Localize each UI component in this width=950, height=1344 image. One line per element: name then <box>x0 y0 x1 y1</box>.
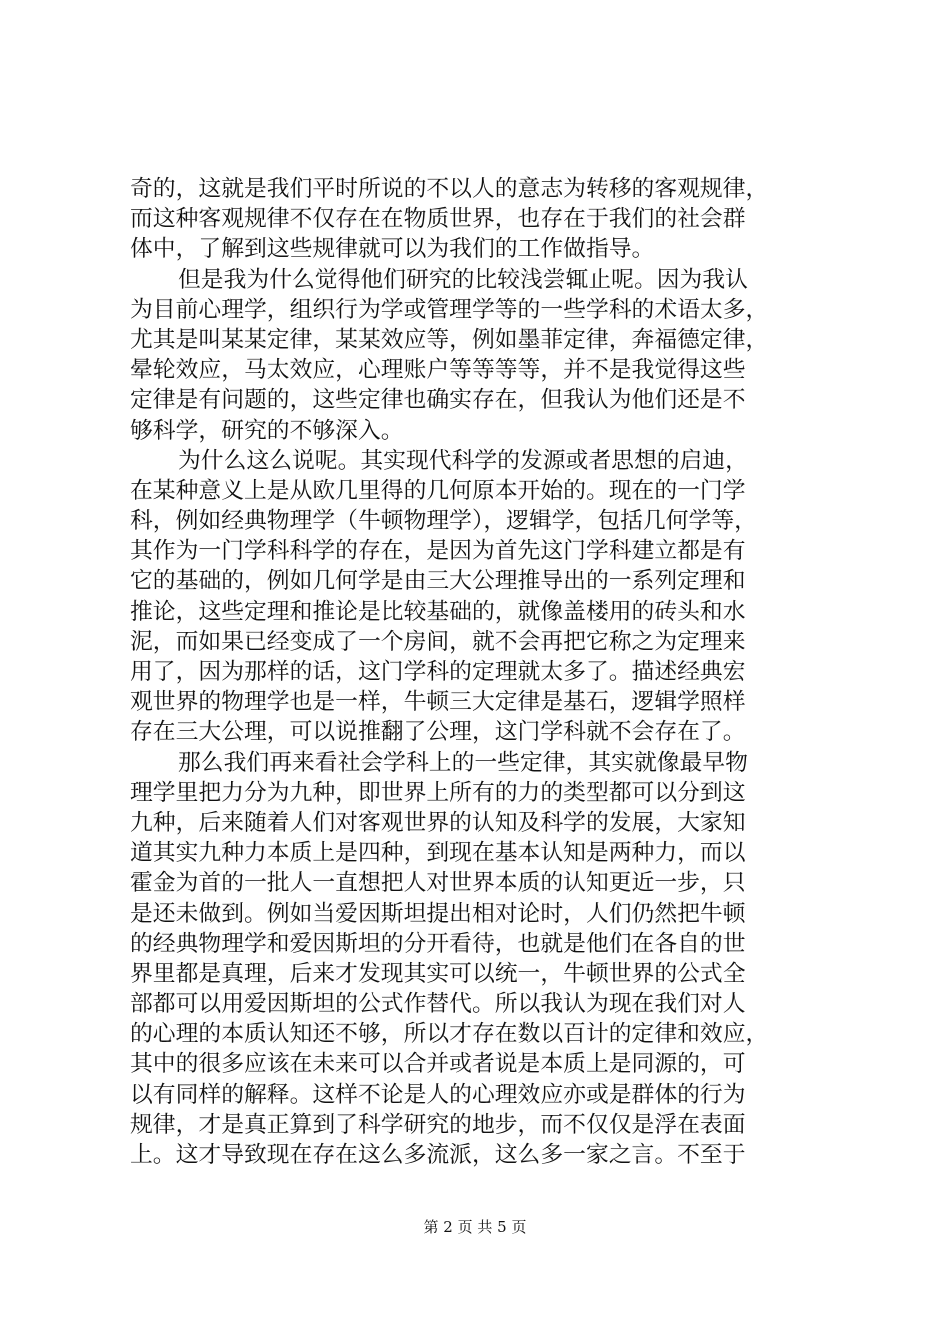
text-line: 推论，这些定理和推论是比较基础的，就像盖楼用的砖头和水 <box>130 598 746 625</box>
text-line: 是还未做到。例如当爱因斯坦提出相对论时，人们仍然把牛顿 <box>130 900 746 927</box>
text-line: 其中的很多应该在未来可以合并或者说是本质上是同源的，可 <box>130 1051 746 1078</box>
text-line: 但是我为什么觉得他们研究的比较浅尝辄止呢。因为我认 <box>178 266 748 293</box>
text-line: 九种，后来随着人们对客观世界的认知及科学的发展，大家知 <box>130 809 746 836</box>
text-line: 其作为一门学科科学的存在，是因为首先这门学科建立都是有 <box>130 538 746 565</box>
text-line: 定律是有问题的，这些定律也确实存在，但我认为他们还是不 <box>130 387 746 414</box>
text-line: 为目前心理学，组织行为学或管理学等的一些学科的术语太多， <box>130 296 769 323</box>
text-line: 而这种客观规律不仅存在在物质世界，也存在于我们的社会群 <box>130 206 746 233</box>
text-line: 理学里把力分为九种，即世界上所有的力的类型都可以分到这 <box>130 779 746 806</box>
text-line: 上。这才导致现在存在这么多流派，这么多一家之言。不至于 <box>130 1142 746 1168</box>
text-line: 道其实九种力本质上是四种，到现在基本认知是两种力，而以 <box>130 840 746 867</box>
page-footer: 第 2 页 共 5 页 <box>423 1218 527 1236</box>
text-line: 存在三大公理，可以说推翻了公理，这门学科就不会存在了。 <box>130 719 746 746</box>
text-line: 的心理的本质认知还不够，所以才存在数以百计的定律和效应， <box>130 1021 769 1048</box>
text-line: 在某种意义上是从欧几里得的几何原本开始的。现在的一门学 <box>130 477 746 504</box>
text-line: 尤其是叫某某定律，某某效应等，例如墨菲定律，奔福德定律， <box>130 326 769 353</box>
body-text <box>130 174 826 1170</box>
text-line: 用了，因为那样的话，这门学科的定理就太多了。描述经典宏 <box>130 659 746 685</box>
text-line: 奇的，这就是我们平时所说的不以人的意志为转移的客观规律， <box>130 176 769 202</box>
text-line: 体中，了解到这些规律就可以为我们的工作做指导。 <box>130 236 655 263</box>
text-line: 的经典物理学和爱因斯坦的分开看待，也就是他们在各自的世 <box>130 930 746 957</box>
text-line: 界里都是真理，后来才发现其实可以统一，牛顿世界的公式全 <box>130 960 746 987</box>
text-line: 够科学，研究的不够深入。 <box>130 417 404 444</box>
text-line: 晕轮效应，马太效应，心理账户等等等等，并不是我觉得这些 <box>130 357 746 384</box>
text-line: 科，例如经典物理学（牛顿物理学），逻辑学，包括几何学等， <box>130 508 757 535</box>
text-line: 霍金为首的一批人一直想把人对世界本质的认知更近一步，只 <box>130 870 746 897</box>
text-line: 部都可以用爱因斯坦的公式作替代。所以我认为现在我们对人 <box>130 991 746 1018</box>
text-line: 那么我们再来看社会学科上的一些定律，其实就像最早物 <box>178 749 748 776</box>
text-line: 观世界的物理学也是一样，牛顿三大定律是基石，逻辑学照样 <box>130 689 746 716</box>
text-line: 以有同样的解释。这样不论是人的心理效应亦或是群体的行为 <box>130 1081 746 1108</box>
text-line: 泥，而如果已经变成了一个房间，就不会再把它称之为定理来 <box>130 628 746 655</box>
text-line: 规律，才是真正算到了科学研究的地步，而不仅仅是浮在表面 <box>130 1111 746 1138</box>
text-line: 它的基础的，例如几何学是由三大公理推导出的一系列定理和 <box>130 568 746 595</box>
text-line: 为什么这么说呢。其实现代科学的发源或者思想的启迪， <box>178 447 748 474</box>
